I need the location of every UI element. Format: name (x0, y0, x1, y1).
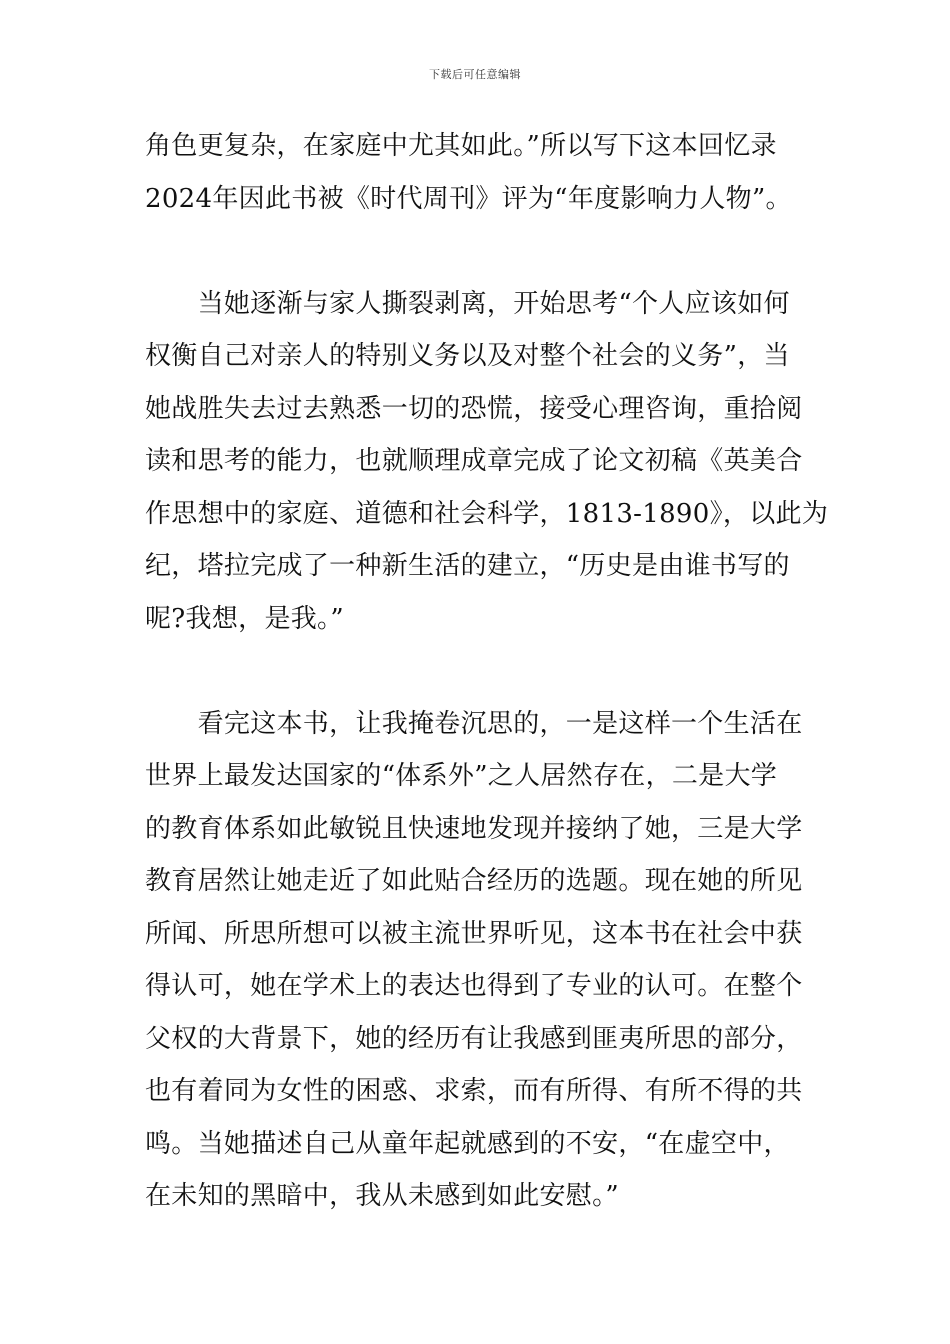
text-line: 纪，塔拉完成了一种新生活的建立，“历史是由谁书写的 (145, 551, 790, 581)
page-header: 下载后可任意编辑 (429, 68, 521, 81)
text-line: 她战胜失去过去熟悉一切的恐慌，接受心理咨询，重拾阅 (145, 393, 803, 424)
text-line: 2024年因此书被《时代周刊》评为“年度影响力人物”。 (145, 183, 792, 214)
text-line: 呢?我想，是我。” (145, 603, 344, 634)
text-line: 教育居然让她走近了如此贴合经历的选题。现在她的所见 (145, 866, 803, 896)
paragraph-3 (145, 698, 805, 1223)
text-line: 鸣。当她描述自己从童年起就感到的不安，“在虚空中， (145, 1128, 790, 1159)
text-line: 权衡自己对亲人的特别义务以及对整个社会的义务”，当 (145, 341, 790, 371)
text-line: 读和思考的能力，也就顺理成章完成了论文初稿《英美合 (145, 446, 803, 476)
text-line: 看完这本书，让我掩卷沉思的，一是这样一个生活在 (145, 708, 803, 739)
document-body (145, 120, 829, 1223)
paragraph-gap (145, 225, 805, 278)
paragraph-1 (145, 120, 805, 225)
text-line: 当她逐渐与家人撕裂剥离，开始思考“个人应该如何 (145, 288, 790, 319)
paragraph-2 (145, 278, 829, 646)
text-line: 在未知的黑暗中，我从未感到如此安慰。” (145, 1181, 619, 1211)
text-line: 世界上最发达国家的“体系外”之人居然存在，二是大学 (145, 761, 778, 791)
text-line: 得认可，她在学术上的表达也得到了专业的认可。在整个 (145, 971, 803, 1001)
paragraph-gap (145, 645, 805, 698)
text-line: 所闻、所思所想可以被主流世界听见，这本书在社会中获 (145, 918, 803, 949)
text-line: 角色更复杂，在家庭中尤其如此。”所以写下这本回忆录 (145, 131, 777, 161)
text-line: 的教育体系如此敏锐且快速地发现并接纳了她，三是大学 (145, 813, 803, 844)
text-line: 父权的大背景下，她的经历有让我感到匪夷所思的部分， (145, 1023, 803, 1054)
text-line: 作思想中的家庭、道德和社会科学，1813-1890》，以此为 (145, 498, 829, 529)
text-line: 也有着同为女性的困惑、求索，而有所得、有所不得的共 (145, 1076, 803, 1106)
